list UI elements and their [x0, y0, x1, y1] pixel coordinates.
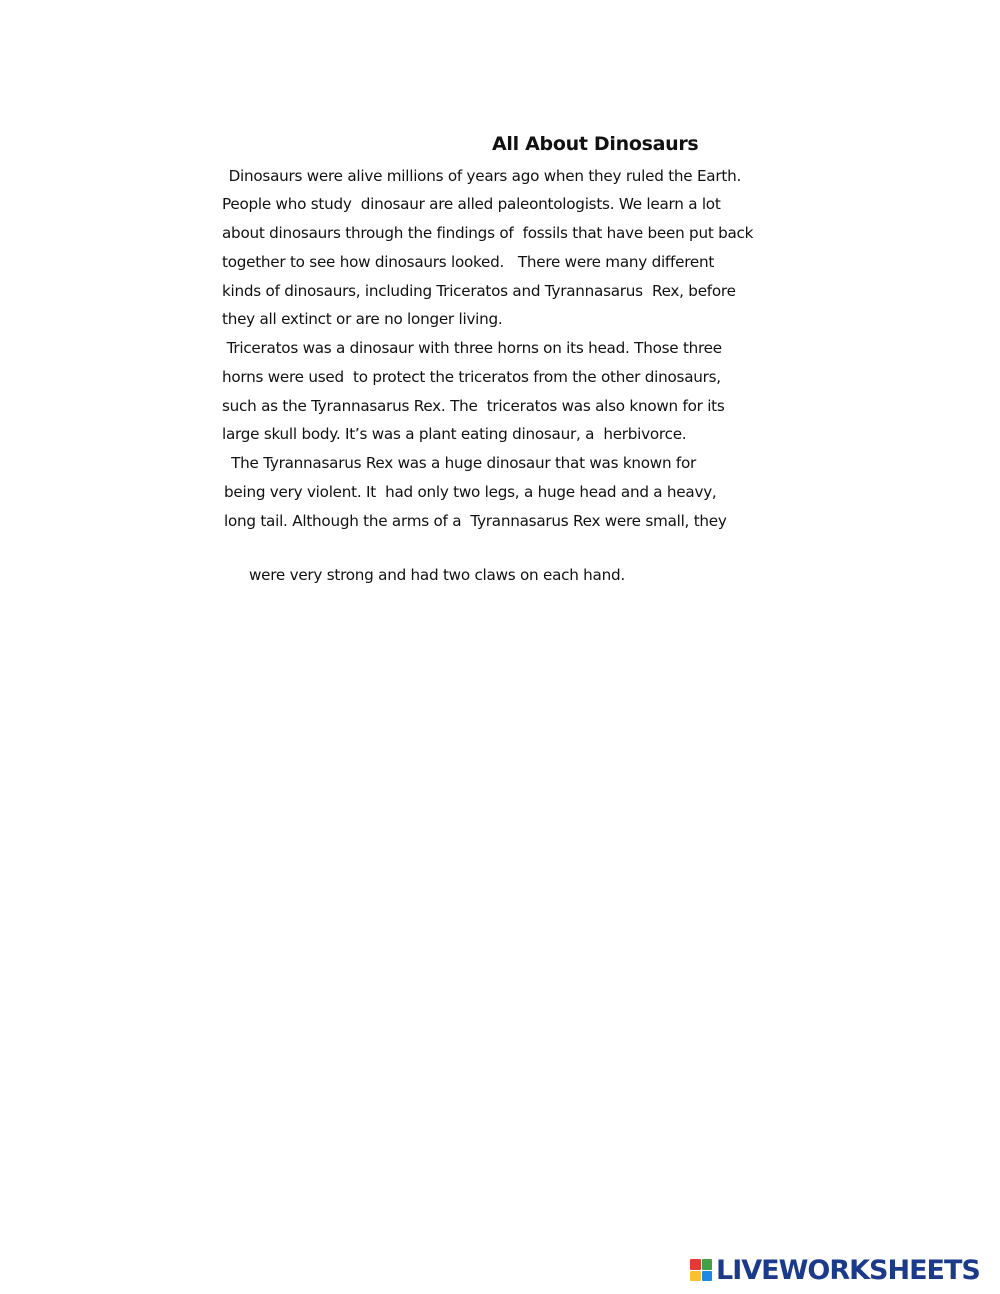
body-line-5: kinds of dinosaurs, including Triceratos and Tyrannasarus Rex, before: [222, 282, 736, 300]
logo-square-red: [690, 1259, 701, 1270]
document-title: All About Dinosaurs: [492, 133, 699, 155]
body-line-13: long tail. Although the arms of a Tyrannasarus Rex were small, they: [224, 512, 727, 530]
body-line-2: People who study dinosaur are alled paleontologists. We learn a lot: [222, 195, 721, 213]
liveworksheets-logo: [690, 1255, 980, 1285]
logo-text: LIVEWORKSHEETS: [716, 1254, 980, 1286]
body-line-14: were very strong and had two claws on each hand.: [249, 566, 625, 584]
logo-square-yellow: [690, 1271, 701, 1282]
body-line-12: being very violent. It had only two legs, a huge head and a heavy,: [224, 483, 717, 501]
body-line-8: horns were used to protect the triceratos from the other dinosaurs,: [222, 368, 721, 386]
liveworksheets-logo-icon: [690, 1259, 712, 1281]
body-line-6: they all extinct or are no longer living.: [222, 310, 503, 328]
body-line-9: such as the Tyrannasarus Rex. The triceratos was also known for its: [222, 397, 725, 415]
body-line-1: Dinosaurs were alive millions of years ago when they ruled the Earth.: [224, 167, 742, 185]
body-line-7: Triceratos was a dinosaur with three horns on its head. Those three: [222, 339, 722, 357]
body-line-10: large skull body. It’s was a plant eating dinosaur, a herbivorce.: [222, 425, 687, 443]
body-line-11: The Tyrannasarus Rex was a huge dinosaur that was known for: [222, 454, 697, 472]
body-line-3: about dinosaurs through the findings of fossils that have been put back: [222, 224, 754, 242]
body-line-4: together to see how dinosaurs looked. There were many different: [222, 253, 715, 271]
logo-square-blue: [702, 1271, 713, 1282]
logo-square-green: [702, 1259, 713, 1270]
